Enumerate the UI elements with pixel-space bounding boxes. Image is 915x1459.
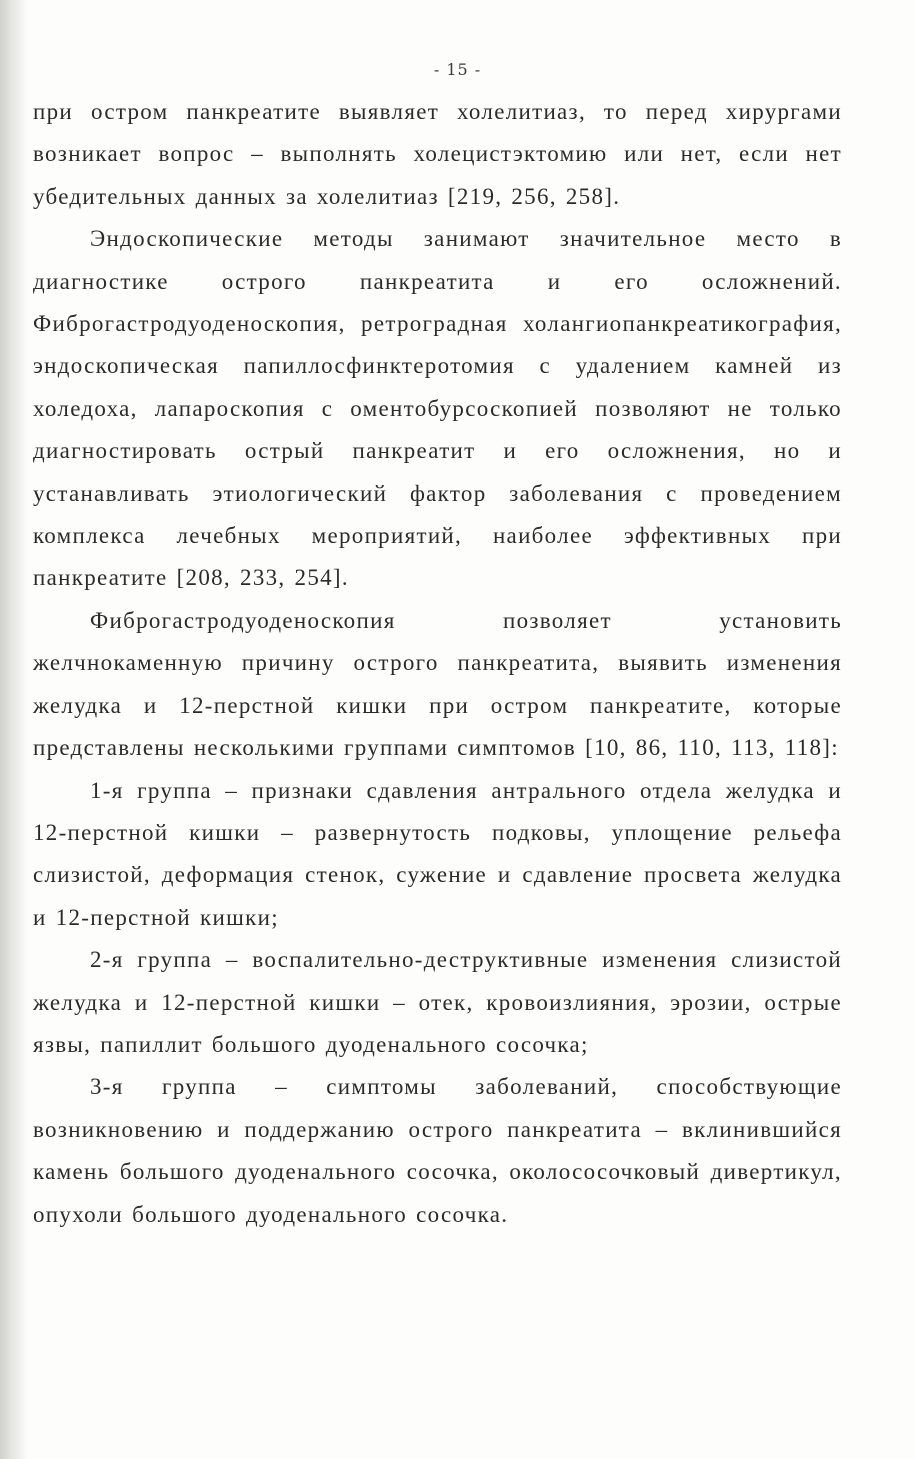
paragraph-group-1: 1-я группа – признаки сдавления антрального отдела желудка и 12-перстной кишки – развернутость подковы, уплощение рельефа слизистой, деформация стенок, сужение и сдавление просвета желудка и 12-перстной кишки; — [33, 777, 842, 930]
paragraph-fibrogastroduodenoscopy: Фиброгастродуоденоскопия позволяет установить желчнокаменную причину острого панкреатита, выявить изменения желудка и 12-перстной кишки при остром панкреатите, которые представлены несколькими группами симптомов [10, 86, 110, 113, 118]: — [33, 607, 842, 761]
paragraph-endoscopic-methods: Эндоскопические методы занимают значительное место в диагностике острого панкреатита и его осложнений. Фиброгастродуоденоскопия, ретроградная холангиопанкреатикография, эндоскопическая папиллосфинктеротомия с удалением камней из холедоха, лапароскопия с оментобурсоскопией позволяют не только диагностировать острый панкреатит и его осложнения, но и устанавливать этиологический фактор заболевания с проведением комплекса лечебных мероприятий, наиболее эффективных при панкреатите [208, 233, 254]. — [33, 226, 842, 591]
page-number: - 15 - — [433, 60, 482, 79]
paragraph-group-3: 3-я группа – симптомы заболеваний, способствующие возникновению и поддержанию острого панкреатита – вклинившийся камень большого дуоденального сосочка, околососочковый дивертикул, опухоли большого дуоденального сосочка. — [33, 1074, 842, 1227]
paragraph-continuation: при остром панкреатите выявляет холелитиаз, то перед хирургами возникает вопрос – выполнять холецистэктомию или нет, если нет убедительных данных за холелитиаз [219, 256, 258]. — [33, 99, 842, 209]
scan-edge-shadow — [0, 0, 28, 1459]
paragraph-group-2: 2-я группа – воспалительно-деструктивные изменения слизистой желудка и 12-перстной кишки – отек, кровоизлияния, эрозии, острые язвы, папиллит большого дуоденального сосочка; — [33, 947, 842, 1057]
body-text — [33, 91, 842, 1236]
